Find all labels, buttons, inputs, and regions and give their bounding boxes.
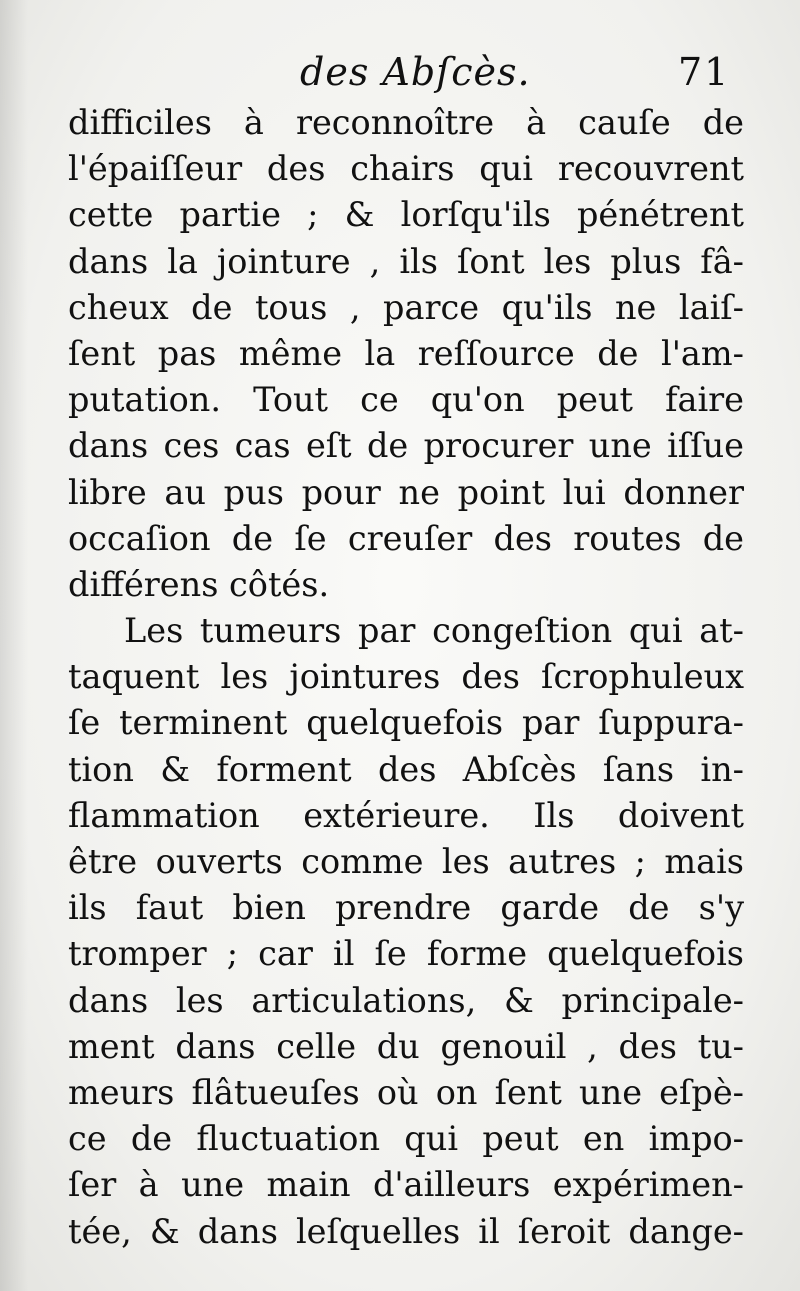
text-line: putation. Tout ce qu'on peut faire (68, 380, 744, 420)
text-line: ment dans celle du genouil , des tu- (68, 1026, 744, 1066)
page-edge-shadow (0, 0, 28, 1291)
page-number: 71 (678, 50, 731, 94)
paragraph-end-line: différens côtés. (68, 564, 330, 604)
text-line: occaſion de ſe creuſer des routes de (68, 518, 744, 558)
text-line: dans les articulations, & principale- (68, 980, 744, 1020)
text-line: tée, & dans leſquelles il ſeroit dange- (68, 1211, 744, 1251)
paragraph-start-line: Les tumeurs par congeſtion qui at- (124, 611, 744, 651)
text-line: ſe terminent quelquefois par ſuppura- (68, 703, 744, 743)
body-text (68, 100, 744, 1255)
text-line: difficiles à reconnoître à cauſe de (68, 103, 744, 142)
text-line: meurs flâtueuſes où on ſent une eſpè- (68, 1072, 744, 1112)
text-line: ſent pas même la reſſource de l'am- (68, 333, 744, 373)
text-line: flammation extérieure. Ils doivent (68, 795, 744, 835)
text-line: ſer à une main d'ailleurs expérimen- (68, 1165, 744, 1205)
page-header (0, 50, 800, 102)
text-line: dans ces cas eſt de procurer une iſſue (68, 426, 744, 466)
running-head: des Abſcès. (300, 50, 531, 94)
text-line: ce de fluctuation qui peut en impo- (68, 1119, 744, 1159)
text-line: taquent les jointures des ſcrophuleux (68, 657, 744, 697)
text-line: dans la jointure , ils ſont les plus fâ- (68, 241, 744, 281)
text-line: cette partie ; & lorſqu'ils pénétrent (68, 195, 744, 235)
text-line: cheux de tous , parce qu'ils ne laiſ- (68, 287, 744, 327)
text-line: ils faut bien prendre garde de s'y (68, 888, 744, 928)
text-line: tromper ; car il ſe forme quelquefois (68, 934, 744, 974)
text-line: tion & forment des Abſcès ſans in- (68, 749, 744, 789)
text-line: être ouverts comme les autres ; mais (68, 842, 744, 881)
text-line: l'épaiſſeur des chairs qui recouvrent (68, 149, 744, 189)
text-line: libre au pus pour ne point lui donner (68, 472, 744, 512)
